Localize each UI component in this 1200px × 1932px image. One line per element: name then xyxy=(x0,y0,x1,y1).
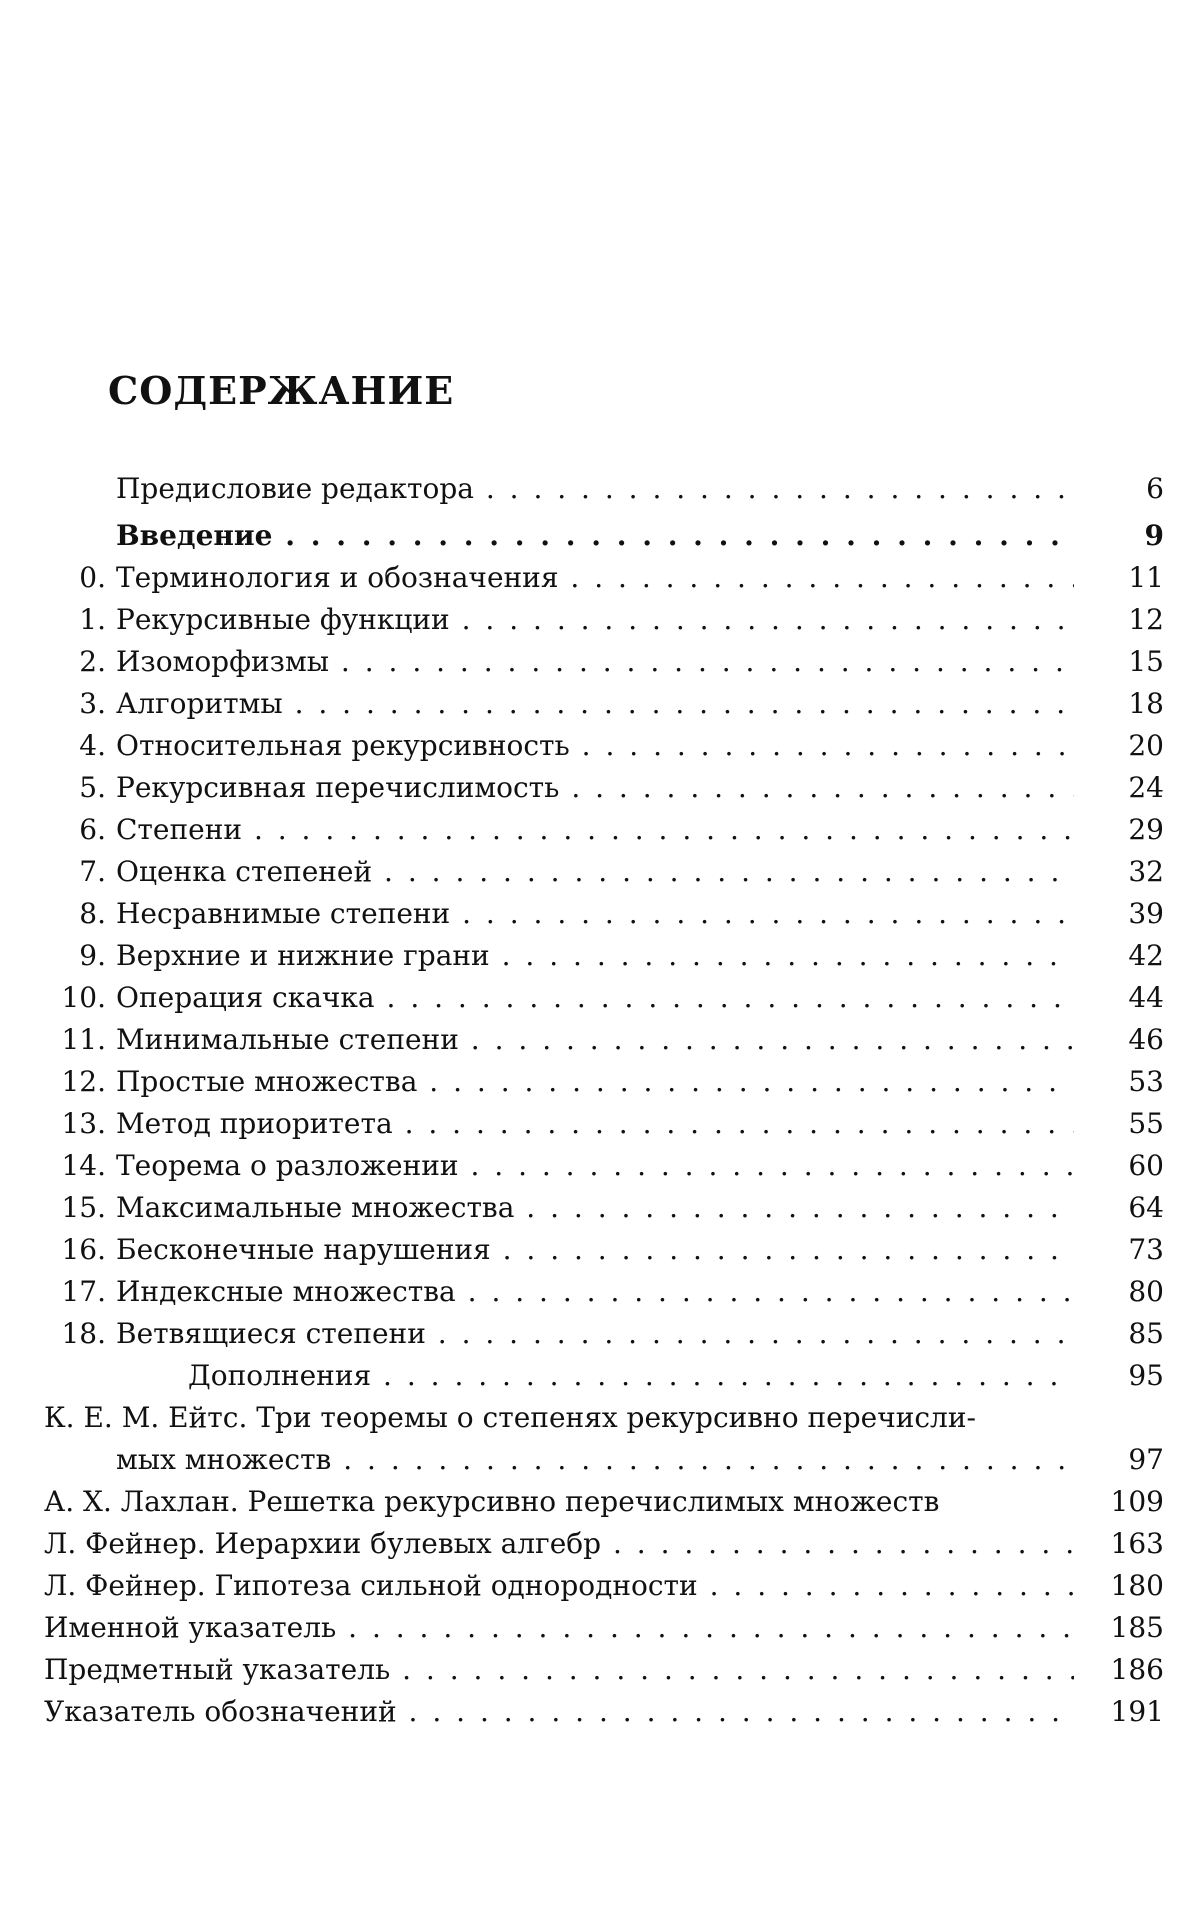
toc-entry-text: Предисловие редактора xyxy=(116,472,474,505)
toc-page-number: 9 xyxy=(1074,515,1164,557)
toc-entry-number: 6. xyxy=(79,813,106,846)
toc-entry xyxy=(44,683,1174,725)
toc-page-number: 32 xyxy=(1074,851,1164,893)
toc-entry-text: Терминология и обозначения xyxy=(116,561,559,594)
toc-entry-text: Операция скачка xyxy=(116,981,375,1014)
toc-page-number: 186 xyxy=(1074,1649,1164,1691)
toc-entry-number: 15. xyxy=(61,1191,106,1224)
toc-page-number: 55 xyxy=(1074,1103,1164,1145)
toc-entry-text: Метод приоритета xyxy=(116,1107,393,1140)
toc-entry-text: Ветвящиеся степени xyxy=(116,1317,426,1350)
toc-entry-text: Алгоритмы xyxy=(116,687,283,720)
toc-page-number: 80 xyxy=(1074,1271,1164,1313)
toc-entry-number: 14. xyxy=(61,1149,106,1182)
toc-page-number: 11 xyxy=(1074,557,1164,599)
toc-entry xyxy=(44,1187,1174,1229)
toc-entry xyxy=(44,1355,1174,1397)
toc-entry-text-line1: К. Е. М. Ейтс. Три теоремы о степенях рекурсивно перечисли- xyxy=(44,1401,976,1434)
toc-entry-number: 16. xyxy=(61,1233,106,1266)
toc-page-number: 29 xyxy=(1074,809,1164,851)
toc-page-number: 97 xyxy=(1074,1439,1164,1481)
toc-page-number: 42 xyxy=(1074,935,1164,977)
toc-page-number: 109 xyxy=(1074,1481,1164,1523)
toc-entry xyxy=(44,1481,1174,1523)
toc-entry-text: Степени xyxy=(116,813,243,846)
toc-page-number: 180 xyxy=(1074,1565,1164,1607)
toc-entry-text: Л. Фейнер. Гипотеза сильной однородности xyxy=(44,1569,698,1602)
toc-entry-number: 13. xyxy=(61,1107,106,1140)
toc-page-number: 44 xyxy=(1074,977,1164,1019)
toc-entry-text: Минимальные степени xyxy=(116,1023,459,1056)
toc-entry-text: Оценка степеней xyxy=(116,855,373,888)
toc-page-number: 12 xyxy=(1074,599,1164,641)
toc-entry xyxy=(44,1313,1174,1355)
toc-entry xyxy=(44,468,1174,510)
toc-entry-number: 0. xyxy=(79,561,106,594)
table-of-contents xyxy=(44,468,1174,1733)
toc-entry xyxy=(44,1271,1174,1313)
toc-page-number: 39 xyxy=(1074,893,1164,935)
toc-entry xyxy=(44,1523,1174,1565)
toc-entry-number: 4. xyxy=(79,729,106,762)
toc-entry xyxy=(44,1145,1174,1187)
toc-entry-text: Относительная рекурсивность xyxy=(116,729,570,762)
toc-entry-text: Дополнения xyxy=(188,1359,372,1392)
toc-entry-number: 17. xyxy=(61,1275,106,1308)
toc-entry xyxy=(44,767,1174,809)
toc-page-number: 46 xyxy=(1074,1019,1164,1061)
toc-entry xyxy=(44,851,1174,893)
toc-entry xyxy=(44,515,1174,557)
toc-page-number: 6 xyxy=(1074,468,1164,510)
toc-entry-text: Указатель обозначений xyxy=(44,1695,397,1728)
toc-entry-text: А. Х. Лахлан. Решетка рекурсивно перечислимых множеств xyxy=(44,1485,940,1518)
toc-entry xyxy=(44,557,1174,599)
toc-entry-number: 12. xyxy=(61,1065,106,1098)
toc-entry xyxy=(44,725,1174,767)
toc-entry-text-line2: мых множеств xyxy=(116,1443,332,1476)
toc-entry xyxy=(44,977,1174,1019)
toc-entry xyxy=(44,1019,1174,1061)
toc-entry xyxy=(44,1649,1174,1691)
page-title: СОДЕРЖАНИЕ xyxy=(108,368,455,413)
toc-page-number: 191 xyxy=(1074,1691,1164,1733)
toc-entry-text: Предметный указатель xyxy=(44,1653,391,1686)
toc-entry-number: 7. xyxy=(79,855,106,888)
toc-entry-text: Л. Фейнер. Иерархии булевых алгебр xyxy=(44,1527,602,1560)
toc-entry-number: 3. xyxy=(79,687,106,720)
toc-entry-text: Максимальные множества xyxy=(116,1191,515,1224)
toc-entry xyxy=(44,893,1174,935)
toc-page-number: 20 xyxy=(1074,725,1164,767)
toc-entry xyxy=(44,1607,1174,1649)
toc-page-number: 53 xyxy=(1074,1061,1164,1103)
toc-entry xyxy=(44,935,1174,977)
toc-page-number: 73 xyxy=(1074,1229,1164,1271)
toc-page-number: 18 xyxy=(1074,683,1164,725)
toc-page-number: 60 xyxy=(1074,1145,1164,1187)
toc-entry xyxy=(44,641,1174,683)
toc-entry-text: Изоморфизмы xyxy=(116,645,330,678)
toc-entry xyxy=(44,809,1174,851)
toc-entry-number: 9. xyxy=(79,939,106,972)
toc-page-number: 95 xyxy=(1074,1355,1164,1397)
toc-entry-number: 5. xyxy=(79,771,106,804)
toc-entry-text: Бесконечные нарушения xyxy=(116,1233,491,1266)
toc-entry xyxy=(44,1103,1174,1145)
toc-entry-number: 8. xyxy=(79,897,106,930)
toc-page-number: 185 xyxy=(1074,1607,1164,1649)
toc-entry-number: 11. xyxy=(61,1023,106,1056)
toc-entry-number: 1. xyxy=(79,603,106,636)
toc-entry xyxy=(44,599,1174,641)
toc-page-number: 85 xyxy=(1074,1313,1164,1355)
toc-entry-number: 10. xyxy=(61,981,106,1014)
toc-entry-text: Введение xyxy=(116,519,273,552)
toc-entry-text: Именной указатель xyxy=(44,1611,337,1644)
toc-entry-two-line xyxy=(44,1397,1174,1481)
toc-entry xyxy=(44,1691,1174,1733)
toc-entry-text: Теорема о разложении xyxy=(116,1149,459,1182)
toc-entry xyxy=(44,1229,1174,1271)
toc-entry-text: Индексные множества xyxy=(116,1275,456,1308)
toc-entry xyxy=(44,1565,1174,1607)
toc-entry-text: Простые множества xyxy=(116,1065,418,1098)
toc-page-number: 163 xyxy=(1074,1523,1164,1565)
toc-page-number: 24 xyxy=(1074,767,1164,809)
toc-entry xyxy=(44,1061,1174,1103)
toc-entry-text: Несравнимые степени xyxy=(116,897,451,930)
toc-page-number: 64 xyxy=(1074,1187,1164,1229)
toc-entry-number: 2. xyxy=(79,645,106,678)
toc-entry-text: Рекурсивные функции xyxy=(116,603,450,636)
toc-entry-text: Рекурсивная перечислимость xyxy=(116,771,560,804)
toc-entry-text: Верхние и нижние грани xyxy=(116,939,490,972)
toc-page-number: 15 xyxy=(1074,641,1164,683)
toc-entry-number: 18. xyxy=(61,1317,106,1350)
